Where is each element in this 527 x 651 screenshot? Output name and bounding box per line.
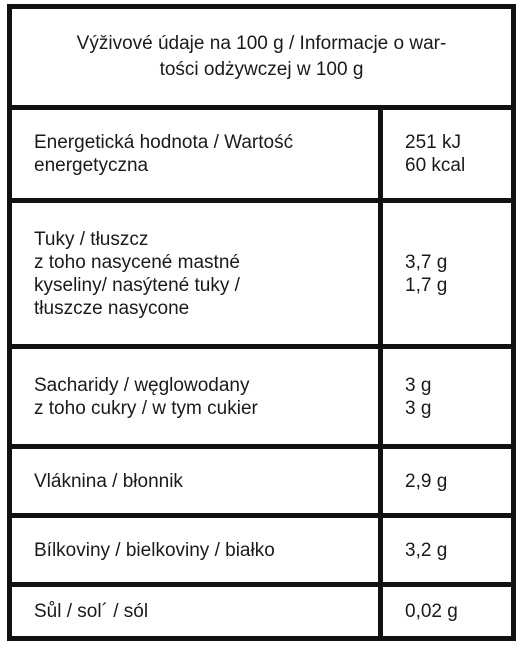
carbs-label-line-1: Sacharidy / węglowodany xyxy=(34,374,250,396)
carbs-value-sugars: 3 g xyxy=(405,397,432,419)
fat-label-line-3: kyseliny/ nasýtené tuky / xyxy=(34,274,240,296)
header-line-2: tości odżywczej w 100 g xyxy=(159,59,364,80)
fat-label-line-1: Tuky / tłuszcz xyxy=(34,228,149,250)
protein-label: Bílkoviny / bielkoviny / białko xyxy=(12,518,383,582)
table-header xyxy=(12,9,511,110)
energy-value xyxy=(383,110,511,198)
row-protein xyxy=(12,518,511,587)
fiber-value: 2,9 g xyxy=(405,470,448,492)
row-carbohydrates xyxy=(12,349,511,449)
energy-value-kcal: 60 kcal xyxy=(405,155,466,176)
fat-value-saturated: 1,7 g xyxy=(405,274,448,296)
carbs-label-line-2: z toho cukry / w tym cukier xyxy=(34,397,258,419)
energy-label-line-2: energetyczna xyxy=(34,155,149,176)
fat-value xyxy=(383,203,511,344)
carbs-label xyxy=(12,349,383,444)
row-energy xyxy=(12,110,511,203)
header-line-1: Výživové údaje na 100 g / Informacje o war- xyxy=(76,33,447,54)
fat-value-total: 3,7 g xyxy=(405,251,448,273)
carbs-value xyxy=(383,349,511,444)
row-fat xyxy=(12,203,511,349)
fiber-label: Vláknina / błonnik xyxy=(12,449,383,513)
nutrition-table xyxy=(7,4,516,641)
energy-label-line-1: Energetická hodnota / Wartość xyxy=(34,132,294,153)
row-salt xyxy=(12,587,511,636)
carbs-value-total: 3 g xyxy=(405,374,432,396)
protein-value: 3,2 g xyxy=(405,539,448,561)
fat-label xyxy=(12,203,383,344)
energy-value-kj: 251 kJ xyxy=(405,132,461,153)
salt-value: 0,02 g xyxy=(405,601,458,622)
fat-label-line-4: tłuszcze nasycone xyxy=(34,297,190,319)
salt-label: Sůl / sol´ / sól xyxy=(12,587,383,636)
row-fiber xyxy=(12,449,511,518)
energy-label xyxy=(12,110,383,198)
fat-label-line-2: z toho nasycené mastné xyxy=(34,251,240,273)
